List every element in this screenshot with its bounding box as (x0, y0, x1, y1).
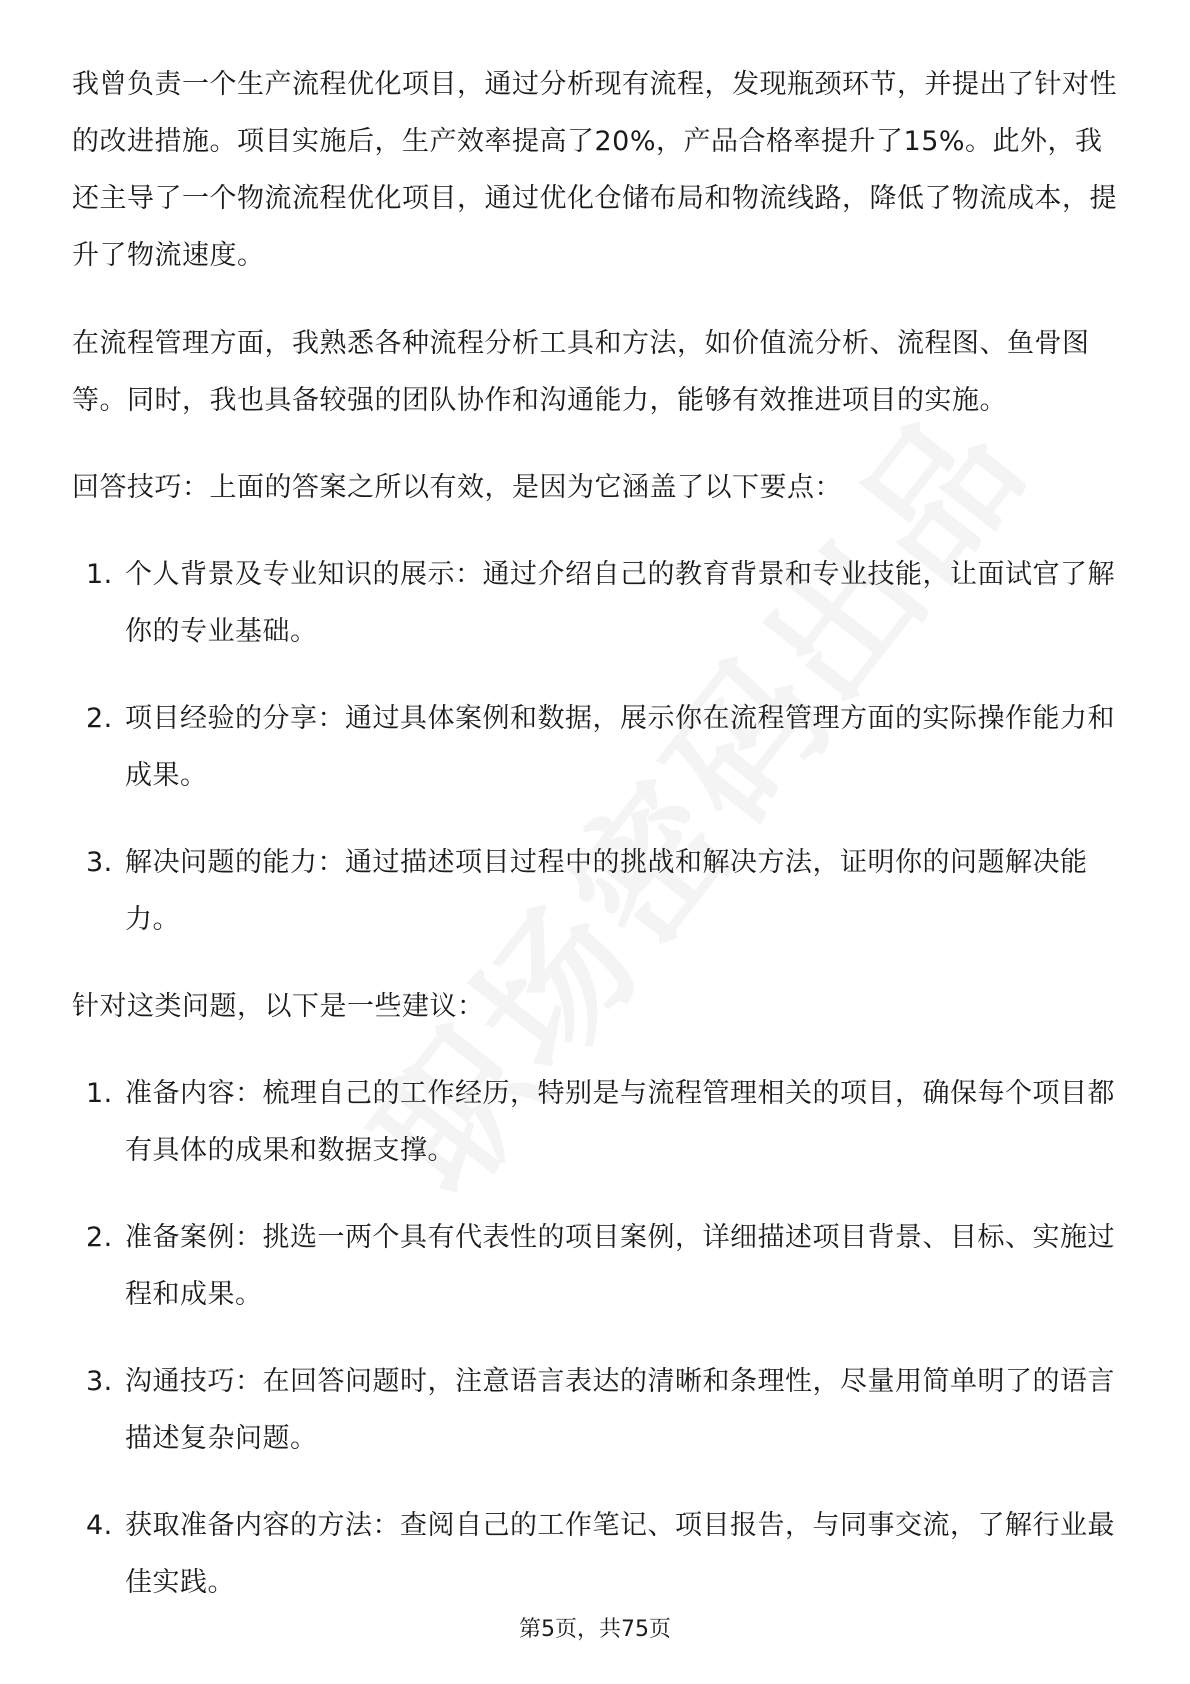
list-item-text: 沟通技巧：在回答问题时，注意语言表达的清晰和条理性，尽量用简单明了的语言描述复杂问题。 (125, 1366, 1115, 1454)
list-number: 4. (86, 1510, 113, 1541)
paragraph-project-experience: 我曾负责一个生产流程优化项目，通过分析现有流程，发现瓶颈环节，并提出了针对性的改进措施。项目实施后，生产效率提高了20%，产品合格率提升了15%。此外，我还主导了一个物流流程优化项目，通过优化仓储布局和物流线路，降低了物流成本，提升了物流速度。 (72, 69, 1117, 271)
list-item-text: 获取准备内容的方法：查阅自己的工作笔记、项目报告，与同事交流，了解行业最佳实践。 (125, 1510, 1115, 1598)
list-item (72, 1209, 1118, 1323)
list-item-text: 准备案例：挑选一两个具有代表性的项目案例，详细描述项目背景、目标、实施过程和成果。 (125, 1222, 1115, 1310)
list-item (72, 1353, 1118, 1467)
list-item-text: 解决问题的能力：通过描述项目过程中的挑战和解决方法，证明你的问题解决能力。 (125, 847, 1088, 935)
key-points-list (72, 546, 1118, 948)
list-item-text: 准备内容：梳理自己的工作经历，特别是与流程管理相关的项目，确保每个项目都有具体的成果和数据支撑。 (125, 1078, 1115, 1166)
list-item (72, 1497, 1118, 1611)
list-number: 2. (86, 1222, 113, 1253)
list-item-text: 个人背景及专业知识的展示：通过介绍自己的教育背景和专业技能，让面试官了解你的专业基础。 (125, 559, 1115, 647)
list-number: 3. (86, 847, 113, 878)
list-item-text: 项目经验的分享：通过具体案例和数据，展示你在流程管理方面的实际操作能力和成果。 (125, 703, 1115, 791)
list-number: 1. (86, 559, 113, 590)
page-number: 第5页，共75页 (519, 1617, 671, 1642)
paragraph-process-management: 在流程管理方面，我熟悉各种流程分析工具和方法，如价值流分析、流程图、鱼骨图等。同时，我也具备较强的团队协作和沟通能力，能够有效推进项目的实施。 (72, 328, 1090, 416)
list-item (72, 690, 1118, 804)
paragraph-suggestions-intro: 针对这类问题，以下是一些建议： (72, 991, 485, 1022)
document-body (72, 56, 1118, 1611)
list-number: 1. (86, 1078, 113, 1109)
paragraph-answer-tips: 回答技巧：上面的答案之所以有效，是因为它涵盖了以下要点： (72, 472, 842, 503)
list-number: 3. (86, 1366, 113, 1397)
suggestions-list (72, 1065, 1118, 1611)
list-item (72, 546, 1118, 660)
list-number: 2. (86, 703, 113, 734)
list-item (72, 834, 1118, 948)
list-item (72, 1065, 1118, 1179)
